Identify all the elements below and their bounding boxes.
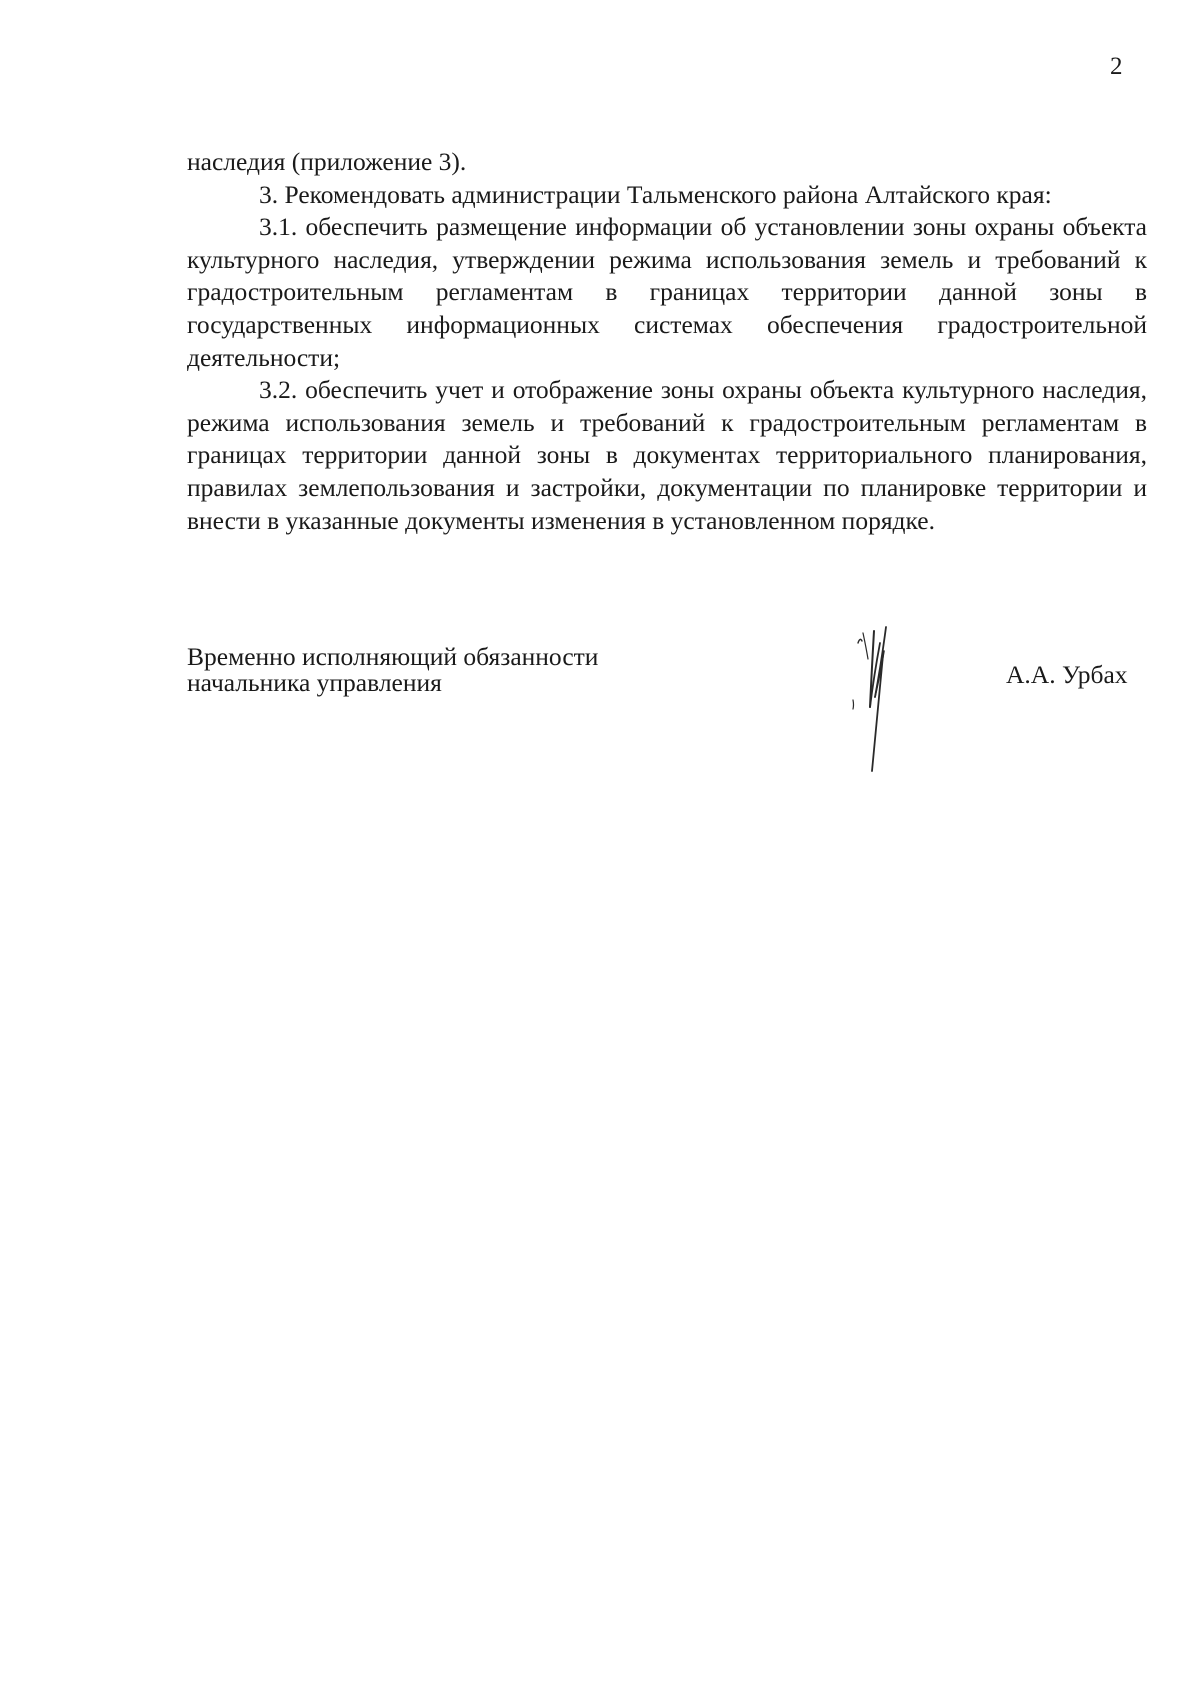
handwritten-signature [850, 625, 950, 775]
signatory-position-line-1: Временно исполняющий обязанности [187, 642, 599, 671]
paragraph-item-3-1: 3.1. обеспечить размещение информации об установлении зоны охраны объекта культурного наследия, утверждении режима использования земель и требований к градостроительным регламентам в границах территории данной зоны в государственных информационных системах обеспечения градостроительной деятельности; [187, 212, 1147, 372]
paragraph-item-3-2: 3.2. обеспечить учет и отображение зоны охраны объекта культурного наследия, режима использования земель и требований к градостроительным регламентам в границах территории данной зоны в документах территориального планирования, правилах землепользования и застройки, документации по планировке территории и внести в указанные документы изменения в установленном порядке. [187, 375, 1147, 535]
paragraph-continuation: наследия (приложение 3). [187, 147, 467, 176]
signatory-name: А.А. Урбах [1006, 660, 1128, 689]
paragraph-item-3: 3. Рекомендовать администрации Тальменского района Алтайского края: [259, 179, 1052, 209]
signatory-position [187, 644, 598, 696]
document-body [187, 146, 1147, 537]
signatory-position-line-2: начальника управления [187, 668, 442, 697]
page-number: 2 [1110, 53, 1123, 80]
